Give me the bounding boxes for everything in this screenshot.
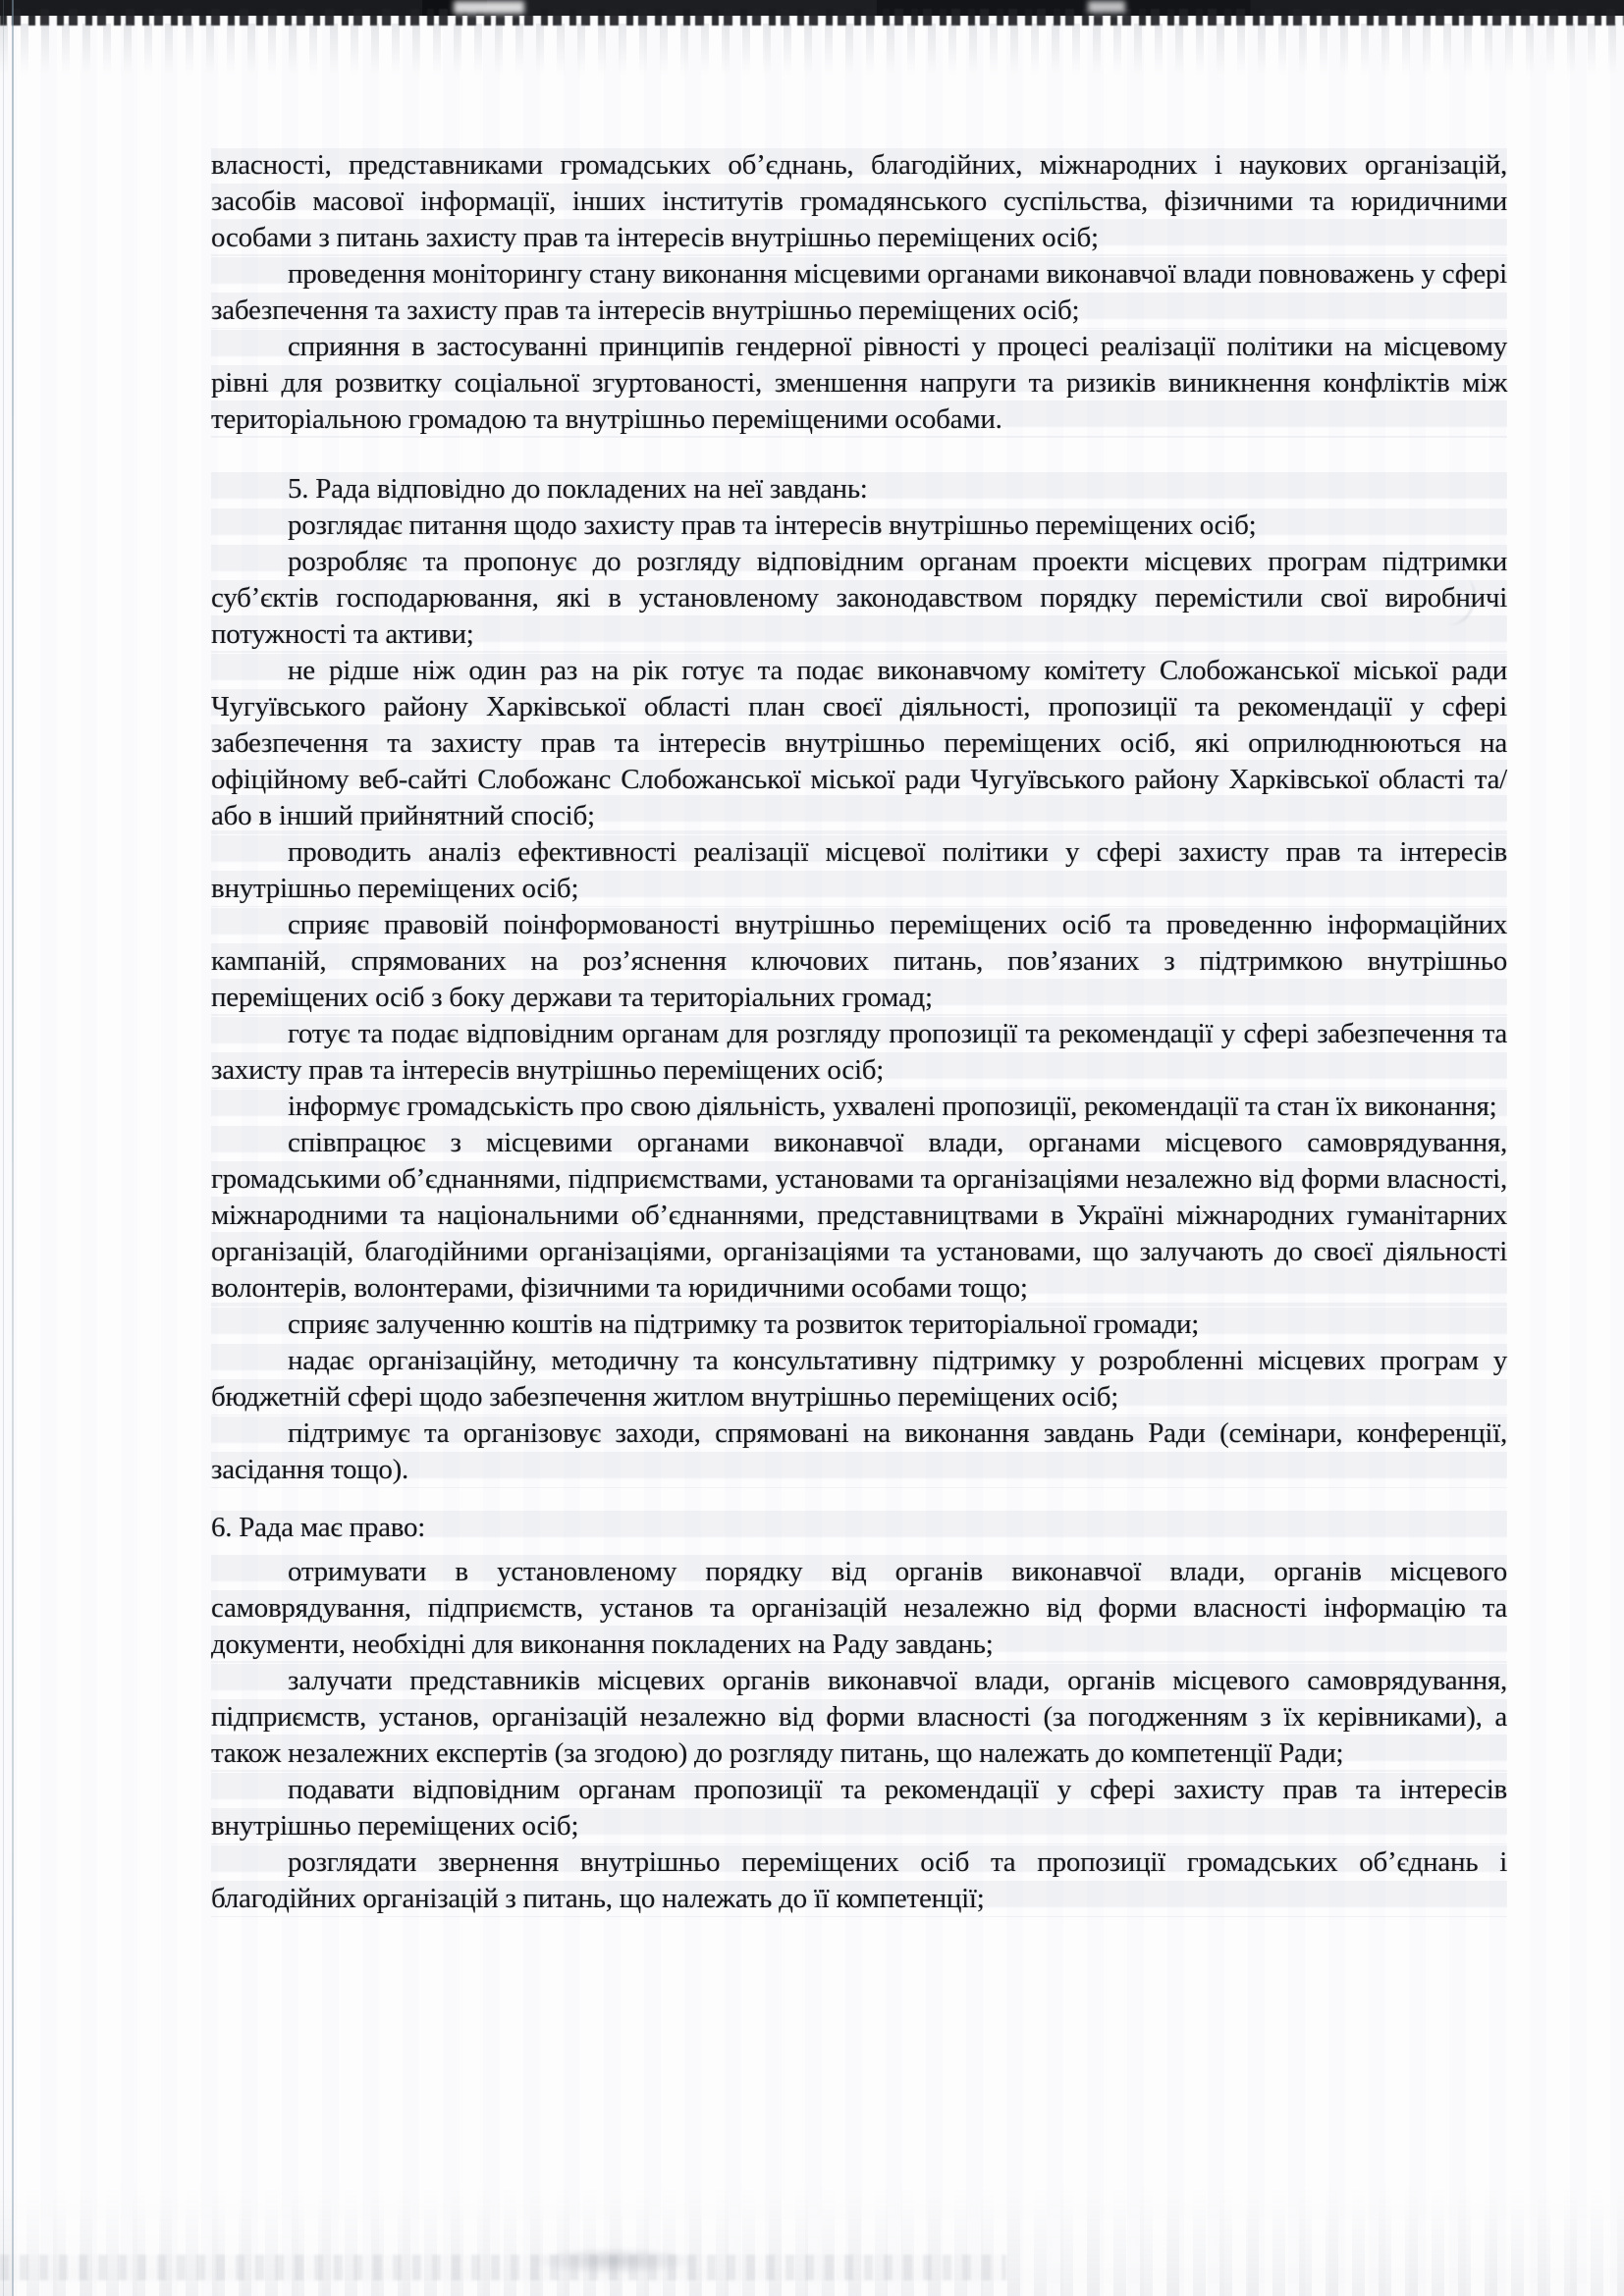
section-heading: 6. Рада має право:	[211, 1510, 1507, 1546]
paragraph: проводить аналіз ефективності реалізації місцевої політики у сфері захисту прав та інтересів внутрішньо переміщених осіб;	[211, 834, 1507, 907]
paragraph: підтримує та організовує заходи, спрямовані на виконання завдань Ради (семінари, конференції, засідання тощо).	[211, 1415, 1507, 1488]
scan-artifact-top-haze	[0, 24, 1624, 75]
paragraph: надає організаційну, методичну та консультативну підтримку у розробленні місцевих програм у бюджетній сфері щодо забезпечення житлом внутрішньо переміщених осіб;	[211, 1343, 1507, 1415]
paragraph: отримувати в установленому порядку від органів виконавчої влади, органів місцевого самоврядування, підприємств, установ та організацій незалежно від форми власності інформацію та документи, необхідні для виконання покладених на Раду завдань;	[211, 1554, 1507, 1663]
scan-artifact-bottom-band	[0, 2255, 1006, 2280]
paragraph: розглядати звернення внутрішньо переміщених осіб та пропозиції громадських об’єднань і благодійних організацій з питань, що належать до її компетенції;	[211, 1844, 1507, 1917]
paragraph: сприяє правовій поінформованості внутрішньо переміщених осіб та проведенню інформаційних кампаній, спрямованих на роз’яснення ключових питань, пов’язаних з підтримкою внутрішньо переміщених осіб з боку держави та територіальних громад;	[211, 907, 1507, 1016]
paragraph: інформує громадськість про свою діяльність, ухвалені пропозиції, рекомендації та стан їх виконання;	[211, 1089, 1507, 1125]
scan-artifact-bottom-smudge	[530, 2247, 697, 2274]
scan-artifact-left-edge-line	[3, 0, 4, 2296]
scan-artifact-top-gap	[454, 1, 524, 14]
document-text	[211, 147, 1507, 1917]
paragraph: сприяє залученню коштів на підтримку та розвиток територіальної громади;	[211, 1307, 1507, 1343]
paragraph: не рідше ніж один раз на рік готує та подає виконавчому комітету Слобожанської міської ради Чугуївського району Харківської області план своєї діяльності, пропозиції та рекомендації у сфері забезпечення та захисту прав та інтересів внутрішньо переміщених осіб, які оприлюднюються на офіційному веб-сайті Слобожанс Слобожанської міської ради Чугуївського району Харківської області та/або в інший прийнятний спосіб;	[211, 653, 1507, 834]
paragraph: власності, представниками громадських об’єднань, благодійних, міжнародних і наукових організацій, засобів масової інформації, інших інститутів громадянського суспільства, фізичними та юридичними особами з питань захисту прав та інтересів внутрішньо переміщених осіб;	[211, 147, 1507, 256]
paragraph: розглядає питання щодо захисту прав та інтересів внутрішньо переміщених осіб;	[211, 507, 1507, 544]
section-heading: 5. Рада відповідно до покладених на неї завдань:	[211, 471, 1507, 507]
paragraph: залучати представників місцевих органів виконавчої влади, органів місцевого самоврядування, підприємств, установ, організацій незалежно від форми власності (за погодженням з їх керівниками), а також незалежних експертів (за згодою) до розгляду питань, що належать до компетенції Ради;	[211, 1663, 1507, 1772]
scan-artifact-left-edge-line	[12, 0, 14, 2296]
scan-artifact-top-gap	[1088, 1, 1125, 13]
paragraph: готує та подає відповідним органам для розгляду пропозиції та рекомендації у сфері забезпечення та захисту прав та інтересів внутрішньо переміщених осіб;	[211, 1016, 1507, 1089]
paragraph: подавати відповідним органам пропозиції та рекомендації у сфері захисту прав та інтересів внутрішньо переміщених осіб;	[211, 1772, 1507, 1844]
paragraph: співпрацює з місцевими органами виконавчої влади, органами місцевого самоврядування, громадськими об’єднаннями, підприємствами, установами та організаціями незалежно від форми власності, міжнародними та національними об’єднаннями, представництвами в Україні міжнародних гуманітарних організацій, благодійними організаціями, організаціями та установами, що залучають до своєї діяльності волонтерів, волонтерами, фізичними та юридичними особами тощо;	[211, 1125, 1507, 1307]
paragraph: проведення моніторингу стану виконання місцевими органами виконавчої влади повноважень у сфері забезпечення та захисту прав та інтересів внутрішньо переміщених осіб;	[211, 256, 1507, 329]
paragraph: розробляє та пропонує до розгляду відповідним органам проекти місцевих програм підтримки суб’єктів господарювання, які в установленому законодавством порядку перемістили свої виробничі потужності та активи;	[211, 544, 1507, 653]
paragraph: сприяння в застосуванні принципів гендерної рівності у процесі реалізації політики на місцевому рівні для розвитку соціальної згуртованості, зменшення напруги та ризиків виникнення конфліктів між територіальною громадою та внутрішньо переміщеними особами.	[211, 329, 1507, 438]
